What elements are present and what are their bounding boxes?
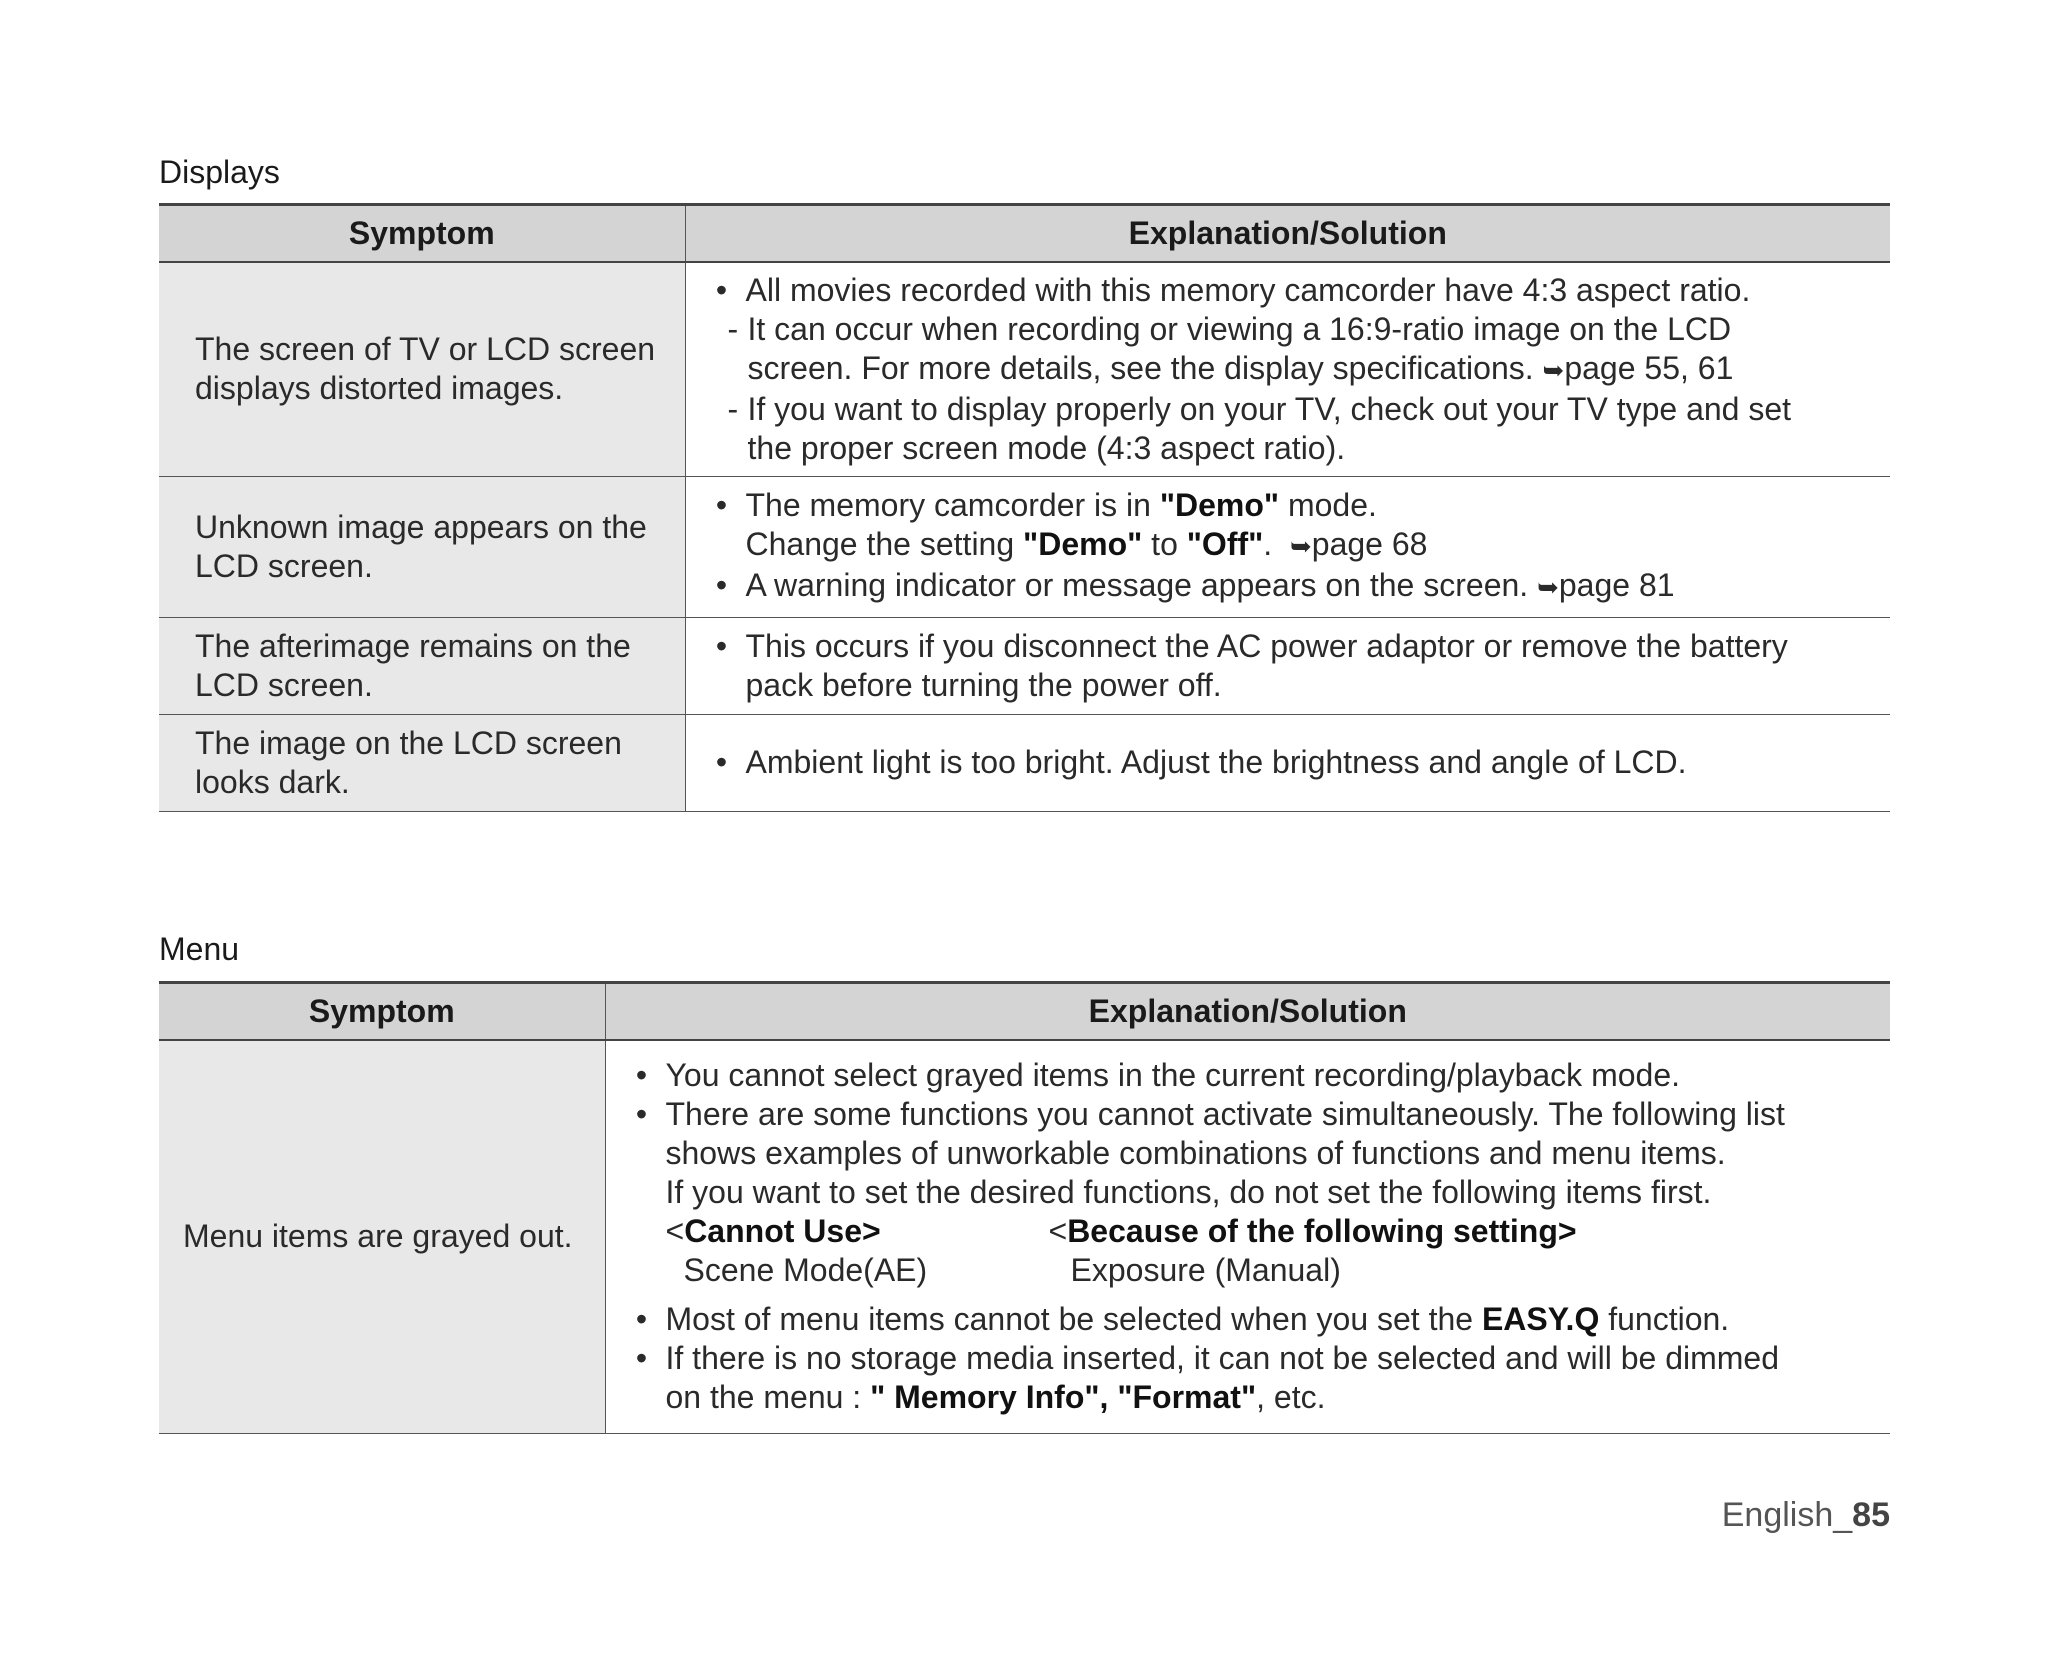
header-solution: Explanation/Solution [605,983,1890,1041]
list-subitem: - It can occur when recording or viewing a 16:9-ratio image on the LCD screen. For more details, see the display specifications. ➥page 55, 61 [727,310,1734,386]
table-row [159,476,1890,617]
list-item: • Ambient light is too bright. Adjust the brightness and angle of LCD. [715,744,1687,780]
list-item: • If there is no storage media inserted, it can not be selected and will be dimmed on the menu : " Memory Info", "Format", etc. [635,1340,1779,1416]
table-row [159,714,1890,811]
cannot-use-value: Scene Mode(AE) [683,1252,928,1289]
solution-cell [605,1040,1890,1433]
page-ref-arrow-icon: ➥ [1537,572,1559,602]
page-ref: page 55, 61 [1564,349,1734,386]
list-item: • Most of menu items cannot be selected when you set the EASY.Q function. [635,1301,1730,1338]
menu-table [159,981,1890,1434]
page-ref: page 68 [1311,526,1428,562]
displays-table [159,203,1890,812]
section-title-menu: Menu [159,931,240,967]
footer-language: English_ [1721,1496,1853,1534]
combination-table [666,1212,1871,1251]
page-ref-arrow-icon: ➥ [1542,354,1565,385]
list-item: • There are some functions you cannot activate simultaneously. The following list shows examples of unworkable combinations of functions and menu items. If you want to set the desired functions, do not set the following items first. <Cannot Use> <Because of the following setting> Scene Mode(AE) Exposure (Manual) [618,1095,1871,1300]
table-header-row [159,983,1890,1041]
symptom-cell: The afterimage remains on the LCD screen. [159,617,685,714]
table-header-row [159,205,1890,263]
solution-cell [685,714,1890,811]
page-ref-arrow-icon: ➥ [1289,531,1312,561]
table-row [159,617,1890,714]
list-item: • All movies recorded with this memory camcorder have 4:3 aspect ratio. [715,271,1751,308]
page-footer [1722,1496,1890,1535]
solution-cell [685,262,1890,476]
header-solution: Explanation/Solution [685,205,1890,263]
page-ref: page 81 [1558,567,1675,603]
solution-cell [685,617,1890,714]
header-symptom: Symptom [159,983,605,1041]
solution-cell [685,476,1890,617]
page-number: 85 [1852,1496,1890,1534]
symptom-cell: Menu items are grayed out. [159,1040,605,1433]
section-title-displays: Displays [159,154,280,190]
because-value: Exposure (Manual) [1070,1252,1341,1289]
header-symptom: Symptom [159,205,685,263]
list-item: • This occurs if you disconnect the AC power adaptor or remove the battery pack before turning the power off. [715,627,1788,703]
combination-row [666,1251,1871,1290]
cannot-use-heading: <Cannot Use> [665,1213,881,1250]
list-item: • You cannot select grayed items in the current recording/playback mode. [635,1057,1680,1094]
list-item: • A warning indicator or message appears on the screen. ➥page 81 [715,567,1675,603]
list-subitem: - If you want to display properly on your TV, check out your TV type and set the proper screen mode (4:3 aspect ratio). [727,390,1792,466]
symptom-cell: The image on the LCD screen looks dark. [159,714,685,811]
list-item: • The memory camcorder is in "Demo" mode. Change the setting "Demo" to "Off". ➥page 68 [715,487,1428,562]
symptom-cell: The screen of TV or LCD screen displays distorted images. [159,262,685,476]
table-row [159,1040,1890,1433]
symptom-cell: Unknown image appears on the LCD screen. [159,476,685,617]
because-heading: <Because of the following setting> [1048,1213,1577,1250]
table-row [159,262,1890,476]
